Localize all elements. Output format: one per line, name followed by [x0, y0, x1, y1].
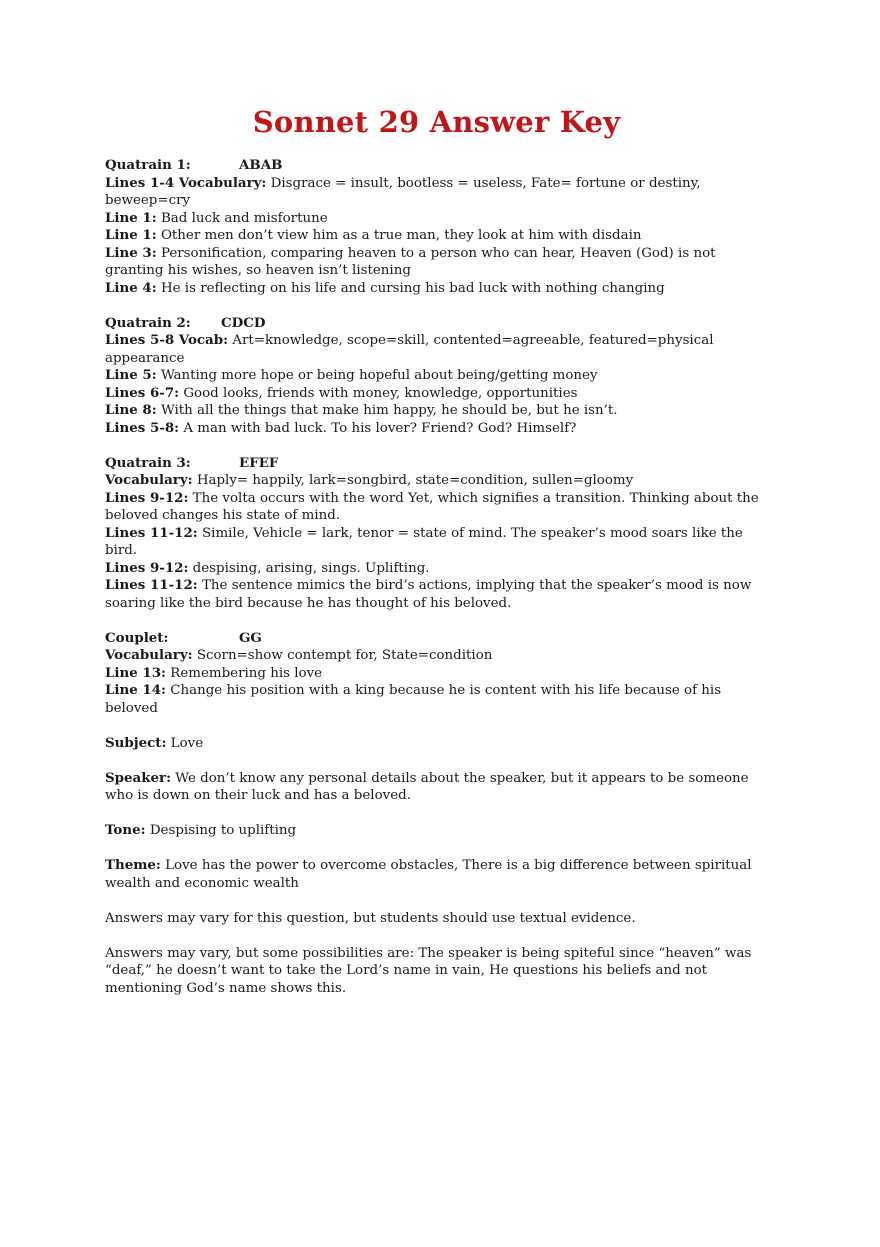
page-title: Sonnet 29 Answer Key — [252, 105, 621, 139]
quatrain-2-heading — [105, 315, 768, 333]
speaker-text: We don’t know any personal details about the speaker, but it appears to be someone who is down on their luck and has a beloved. — [105, 770, 749, 803]
answer-line — [105, 210, 768, 228]
answer-line — [105, 402, 768, 420]
answer-label: Line 4: — [105, 279, 157, 296]
answer-text: With all the things that make him happy, he should be, but he isn’t. — [156, 403, 618, 418]
answer-line — [105, 490, 768, 525]
quatrain-1-heading — [105, 157, 768, 175]
answer-text: Good looks, friends with money, knowledge, opportunities — [179, 385, 578, 401]
answer-line — [105, 175, 768, 210]
answer-line — [105, 577, 768, 612]
speaker-section — [105, 770, 768, 805]
tone-line — [105, 822, 768, 840]
answer-label: Lines 11-12: — [105, 524, 198, 541]
couplet-section — [105, 630, 768, 718]
answer-text: Haply= happily, lark=songbird, state=condition, sullen=gloomy — [192, 473, 634, 488]
theme-text: Love has the power to overcome obstacles, There is a big difference between spiritual wealth and economic wealth — [105, 858, 752, 891]
answer-label: Vocabulary: — [105, 647, 193, 663]
rhyme-scheme: ABAB — [239, 157, 283, 173]
quatrain-3-heading — [105, 455, 768, 473]
answer-text: Bad luck and misfortune — [156, 210, 328, 226]
answer-label: Line 3: — [105, 244, 157, 261]
answer-label: Lines 6-7: — [105, 384, 180, 401]
answer-text: Personification, comparing heaven to a person who can hear, Heaven (God) is not granting his wishes, so heaven isn’t listening — [105, 245, 716, 278]
answer-text: Scorn=show contempt for, State=condition — [192, 648, 493, 663]
answer-line — [105, 682, 768, 717]
answer-line — [105, 385, 768, 403]
subject-label: Subject: — [105, 734, 167, 751]
answer-label: Lines 9-12: — [105, 489, 189, 506]
heading-label: Quatrain 1: — [105, 157, 191, 173]
answer-line — [105, 367, 768, 385]
answer-label: Lines 5-8: — [105, 419, 180, 436]
quatrain-3-section — [105, 455, 768, 613]
quatrain-2-section — [105, 315, 768, 438]
answer-text: Other men don’t view him as a true man, they look at him with disdain — [156, 228, 642, 243]
theme-section — [105, 857, 768, 892]
answer-label: Lines 5-8 Vocab: — [105, 332, 229, 348]
speaker-label: Speaker: — [105, 769, 172, 786]
answer-text: Wanting more hope or being hopeful about being/getting money — [156, 368, 598, 383]
couplet-heading — [105, 630, 768, 648]
answer-text: A man with bad luck. To his lover? Friend? God? Himself? — [179, 420, 577, 436]
answer-text: Simile, Vehicle = lark, tenor = state of mind. The speaker’s mood soars like the bird. — [105, 525, 743, 558]
tone-section — [105, 822, 768, 840]
answer-section-1 — [105, 910, 768, 928]
quatrain-1-section — [105, 157, 768, 297]
answer-label: Line 5: — [105, 367, 157, 383]
answer-text: Disgrace = insult, bootless = useless, Fate= fortune or destiny, beweep=cry — [105, 175, 701, 208]
answer-paragraph: Answers may vary for this question, but students should use textual evidence. — [105, 910, 636, 926]
answer-label: Lines 9-12: — [105, 559, 189, 576]
answer-paragraph: Answers may vary, but some possibilities are: The speaker is being spiteful since “heaven” was “deaf,” he doesn’t want to take the Lord’s name in vain, He questions his beliefs and not mentioning God’s name shows this. — [105, 945, 752, 996]
answer-text: He is reflecting on his life and cursing his bad luck with nothing changing — [156, 280, 665, 296]
answer-text: The volta occurs with the word Yet, which signifies a transition. Thinking about the beloved changes his state of mind. — [105, 490, 759, 523]
answer-line — [105, 525, 768, 560]
answer-line — [105, 420, 768, 438]
answer-line — [105, 472, 768, 490]
answer-line — [105, 665, 768, 683]
answer-label: Line 14: — [105, 682, 166, 698]
tone-label: Tone: — [105, 822, 146, 838]
heading-label: Quatrain 2: — [105, 314, 191, 331]
answer-line — [105, 332, 768, 367]
answer-line — [105, 227, 768, 245]
heading-label: Quatrain 3: — [105, 454, 191, 471]
answer-line — [105, 280, 768, 298]
answer-text: The sentence mimics the bird’s actions, implying that the speaker’s mood is now soaring like the bird because he has thought of his beloved. — [105, 578, 752, 611]
subject-text: Love — [166, 735, 204, 751]
answer-text: Change his position with a king because he is content with his life because of his beloved — [105, 683, 722, 716]
answer-section-2 — [105, 945, 768, 998]
rhyme-scheme: GG — [239, 629, 262, 646]
answer-label: Line 13: — [105, 664, 166, 681]
subject-line — [105, 735, 768, 753]
answer-line — [105, 245, 768, 280]
answer-label: Line 8: — [105, 402, 157, 418]
answer-text: Remembering his love — [166, 665, 323, 681]
theme-label: Theme: — [105, 857, 161, 873]
speaker-line — [105, 770, 768, 805]
tone-text: Despising to uplifting — [145, 823, 297, 838]
answer-line — [105, 560, 768, 578]
rhyme-scheme: CDCD — [221, 314, 266, 331]
answer-label: Vocabulary: — [105, 472, 193, 488]
subject-section — [105, 735, 768, 753]
rhyme-scheme: EFEF — [239, 454, 279, 471]
heading-label: Couplet: — [105, 629, 169, 646]
theme-line — [105, 857, 768, 892]
answer-line — [105, 647, 768, 665]
answer-text: despising, arising, sings. Uplifting. — [188, 560, 430, 576]
answer-label: Lines 11-12: — [105, 577, 198, 593]
answer-label: Lines 1-4 Vocabulary: — [105, 174, 267, 191]
answer-label: Line 1: — [105, 227, 157, 243]
answer-text: Art=knowledge, scope=skill, contented=agreeable, featured=physical appearance — [105, 333, 714, 366]
answer-label: Line 1: — [105, 209, 157, 226]
